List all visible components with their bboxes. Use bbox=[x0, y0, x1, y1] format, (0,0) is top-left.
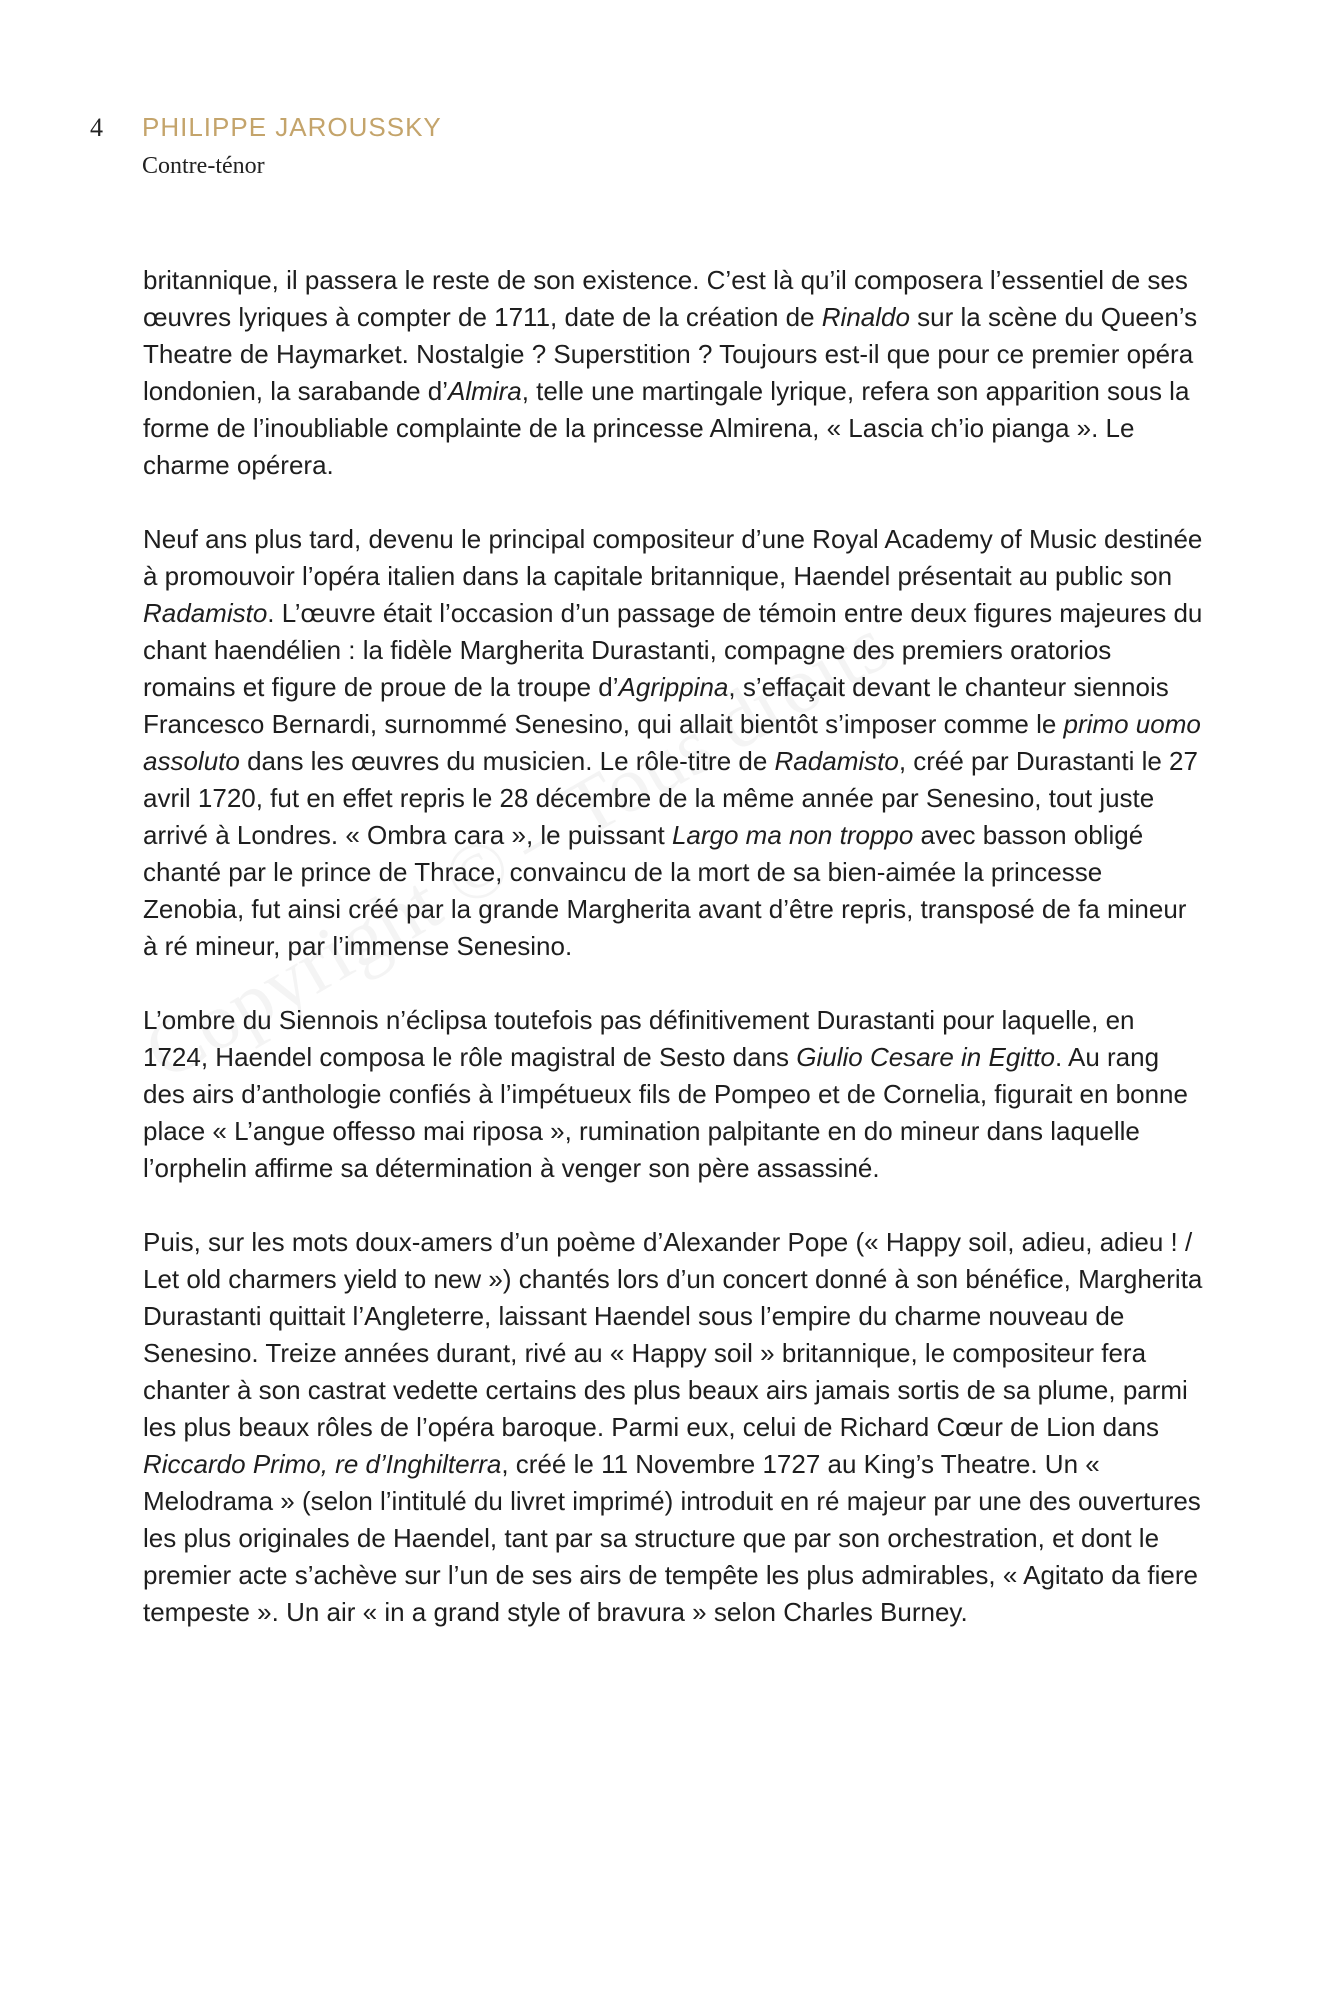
body-text bbox=[143, 262, 1203, 1631]
running-header bbox=[90, 112, 442, 180]
paragraph bbox=[143, 1224, 1203, 1631]
text-run: avec basson obligé chanté par le prince de Thrace, convaincu de la mort de sa bien-aimée la princesse Zenobia, fut ainsi créé par la grande Margherita avant d’être repris, transposé de fa mineur à ré mineur, par l’immense Senesino. bbox=[143, 820, 1187, 961]
italic-text: Radamisto bbox=[774, 746, 899, 776]
paragraph bbox=[143, 262, 1203, 484]
text-run: . Au rang des airs d’anthologie confiés à l’impétueux fils de Pompeo et de Cornelia, figurait en bonne place « L’angue offesso mai riposa », rumination palpitante en do mineur dans laquelle l’orphelin affirme sa détermination à venger son père assassiné. bbox=[143, 1042, 1188, 1183]
page-number: 4 bbox=[90, 113, 103, 142]
italic-text: Largo ma non troppo bbox=[671, 820, 914, 850]
text-run: britannique, il passera le reste de son existence. C’est là qu’il composera l’essentiel de ses œuvres lyriques à compter de 1711, date de la création de bbox=[143, 265, 1188, 332]
italic-text: Riccardo Primo, re d’Inghilterra bbox=[143, 1449, 502, 1479]
italic-text: Giulio Cesare in Egitto bbox=[796, 1042, 1055, 1072]
header-line bbox=[90, 112, 442, 143]
text-run: L’ombre du Siennois n’éclipsa toutefois pas définitivement Durastanti pour laquelle, en 1724, Haendel composa le rôle magistral de Sesto dans bbox=[143, 1005, 1135, 1072]
text-run: Puis, sur les mots doux-amers d’un poème d’Alexander Pope (« Happy soil, adieu, adieu ! / Let old charmers yield to new ») chantés lors d’un concert donné à son bénéfice, Margherita Durastanti quittait l’Angleterre, laissant Haendel sous l’empire du charme nouveau de Senesino. Treize années durant, rivé au « Happy soil » britannique, le compositeur fera chanter à son castrat vedette certains des plus beaux airs jamais sortis de sa plume, parmi les plus beaux rôles de l’opéra baroque. Parmi eux, celui de Richard Cœur de Lion dans bbox=[143, 1227, 1203, 1442]
italic-text: primo uomo assoluto bbox=[143, 709, 1201, 776]
book-title: PHILIPPE JAROUSSKY bbox=[142, 112, 442, 142]
text-run: sur la scène du Queen’s Theatre de Haymarket. Nostalgie ? Superstition ? Toujours est-il que pour ce premier opéra londonien, la sarabande d’ bbox=[143, 302, 1198, 406]
paragraph bbox=[143, 521, 1203, 965]
text-run: , créé par Durastanti le 27 avril 1720, fut en effet repris le 28 décembre de la même année par Senesino, tout juste arrivé à Londres. « Ombra cara », le puissant bbox=[143, 746, 1198, 850]
text-run: dans les œuvres du musicien. Le rôle-titre de bbox=[239, 746, 775, 776]
text-run: , telle une martingale lyrique, refera son apparition sous la forme de l’inoubliable complainte de la princesse Almirena, « Lascia ch’io pianga ». Le charme opérera. bbox=[143, 376, 1190, 480]
paragraph bbox=[143, 1002, 1203, 1187]
text-run: Neuf ans plus tard, devenu le principal compositeur d’une Royal Academy of Music destinée à promouvoir l’opéra italien dans la capitale britannique, Haendel présentait au public son bbox=[143, 524, 1203, 591]
text-run: , s’effaçait devant le chanteur siennois Francesco Bernardi, surnommé Senesino, qui allait bientôt s’imposer comme le bbox=[143, 672, 1169, 739]
text-run: , créé le 11 Novembre 1727 au King’s Theatre. Un « Melodrama » (selon l’intitulé du livret imprimé) introduit en ré majeur par une des ouvertures les plus originales de Haendel, tant par sa structure que par son orchestration, et dont le premier acte s’achève sur l’un de ses airs de tempête les plus admirables, « Agitato da fiere tempeste ». Un air « in a grand style of bravura » selon Charles Burney. bbox=[143, 1449, 1201, 1627]
italic-text: Radamisto bbox=[143, 598, 268, 628]
text-run: . L’œuvre était l’occasion d’un passage de témoin entre deux figures majeures du chant haendélien : la fidèle Margherita Durastanti, compagne des premiers oratorios romains et figure de proue de la troupe d’ bbox=[143, 598, 1203, 702]
italic-text: Agrippina bbox=[618, 672, 729, 702]
italic-text: Almira bbox=[448, 376, 522, 406]
italic-text: Rinaldo bbox=[821, 302, 910, 332]
book-subtitle: Contre-ténor bbox=[142, 153, 265, 179]
